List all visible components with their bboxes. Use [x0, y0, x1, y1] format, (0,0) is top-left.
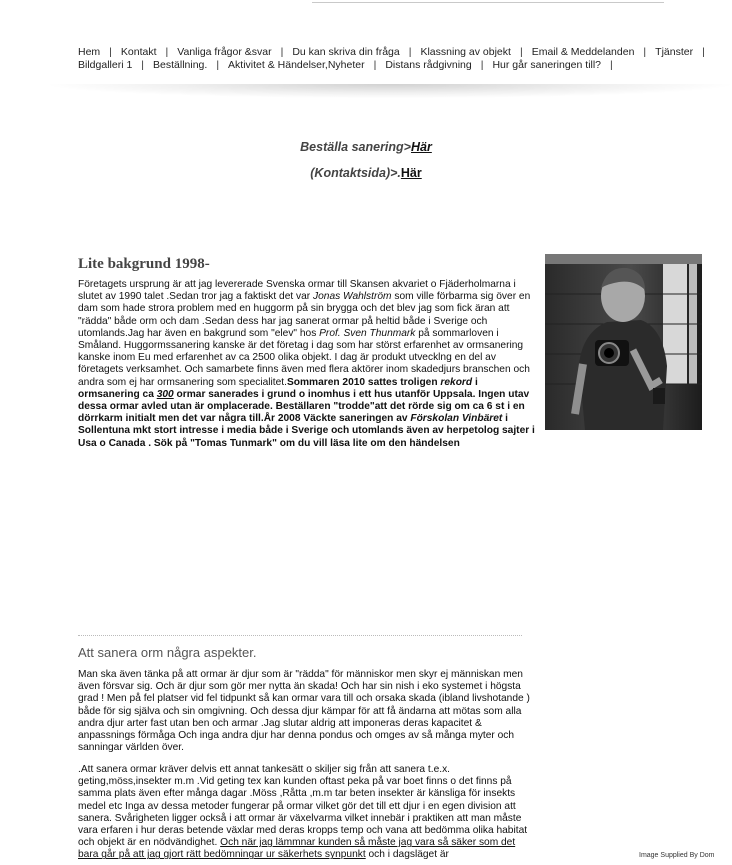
person-name: Prof. Sven Thunmark	[319, 327, 416, 339]
background-title: Lite bakgrund 1998-	[78, 256, 210, 272]
main-navigation	[78, 46, 728, 72]
contact-text: (Kontaktsida)>.	[310, 166, 401, 180]
contact-here-link[interactable]: Här	[400, 166, 422, 180]
top-divider-line	[312, 0, 664, 3]
nav-link-kontakt[interactable]: Kontakt	[120, 46, 157, 58]
nav-separator: |	[480, 59, 484, 71]
nav-link-news[interactable]: Aktivitet & Händelser,Nyheter	[228, 59, 365, 71]
section-divider	[78, 635, 522, 636]
nav-link-ask-question[interactable]: Du kan skriva din fråga	[292, 46, 400, 58]
nav-link-how-it-works[interactable]: Hur går saneringen till?	[492, 59, 602, 71]
nav-separator: |	[109, 46, 112, 58]
nav-link-gallery[interactable]: Bildgalleri 1	[78, 59, 133, 71]
nav-row-2	[78, 59, 728, 72]
order-text: Beställa sanering>	[300, 140, 411, 154]
person-name: Jonas Wahlström	[313, 291, 392, 303]
nav-link-remote-advice[interactable]: Distans rådgivning	[385, 59, 472, 71]
record-count: 300	[156, 388, 174, 400]
nav-row-1	[78, 46, 728, 59]
nav-separator: |	[141, 59, 145, 71]
nav-separator: |	[165, 46, 169, 58]
nav-separator: |	[643, 46, 647, 58]
nav-separator: |	[408, 46, 412, 58]
photographer-photo	[545, 254, 702, 430]
nav-separator: |	[373, 59, 377, 71]
aspects-paragraph-1: Man ska även tänka på att ormar är djur som är "rädda" för människor men skyr ej människan men även försvar sig. Och är djur som gör mer nytta än skada! Och har sin nish i eko systemet i högsta grad ! Men på fel platser vid fel tidpunkt så kan ormar vara till och orsaka skada (ibland livshotande ) både för sig själva och sin omgivning. Och dessa djur kämpar för att få ändarna att mötas som alla andra djur arter fast utan ben och armar .Jag slutar aldrig att imponeras deras kapacitet & anpassnings förmåga Och inga andra djur har denna pondus och omges av så många myter och sanningar världen över.	[78, 669, 530, 754]
nav-separator: |	[702, 46, 705, 58]
background-text: Företagets ursprung är att jag levererade Svenska ormar till Skansen akvariet o Fjäderholmarna i slutet av 1990 talet .Sedan tror jag a faktiskt det var Jonas Wahlström som ville förbarma sig över en dam som hade strora problem med en huggorm på sin brygga och det blev jag som fick äran att "rädda" både orm och dam .Sedan dess har jag sanerat ormar på heltid både i Sverige och utomlands.Jag har även en bakgrund som "elev" hos Prof. Sven Thunmark på sommarloven i Småland. Huggormssanering kanske är det företag i dag som har störst erfarenhet av ormsanering kanske inom Eu med erfarenhet av ca 2500 olika objekt. I dag är produkt utvecklng en del av företagets verksamhet. Och samarbete finns även med flera aktörer inom skadedjurs branschen och andra som ej har ormsanering som specialitet.Sommaren 2010 sattes troligen rekord i ormsanering ca 300 ormar sanerades i grund o inomhus i ett hus utanför Uppsala. Ingen utav dessa ormar avled utan är omplacerade. Beställaren "trodde"att det rörde sig om ca 6 st i en dörrkarm initialt men det var några till.År 2008 Väckte saneringen av Förskolan Vinbäret i Sollentuna mkt stort intresse i media både i Sverige och utomlands även av herpetolog sajter i Usa o Canada . Sök på "Tomas Tunmark" om du vill läsa lite om den händelsen	[78, 279, 535, 449]
order-line	[0, 140, 732, 154]
underlined-statement: Och när jag lämmnar kunden så måste jag vara så säker som det bara går på att jag gjort rätt bedömningar ur säkerhets synpunkt	[78, 837, 516, 861]
order-here-link[interactable]: Här	[410, 140, 432, 154]
nav-separator: |	[519, 46, 523, 58]
nav-link-services[interactable]: Tjänster	[655, 46, 694, 58]
nav-link-order[interactable]: Beställning.	[153, 59, 208, 71]
nav-link-faq[interactable]: Vanliga frågor &svar	[177, 46, 272, 58]
nav-shadow	[50, 84, 730, 98]
aspects-paragraph-2: .Att sanera ormar kräver delvis ett annat tankesätt o skiljer sig från att sanera t.e.x. geting,möss,insekter m.m .Vid geting tex kan kunden oftast peka på var boet finns o det finns på samma plats även efter många dagar .Möss ,Råtta ,m.m tar beten insekter är känsliga för insekts medel etc Inga av dessa metoder fungerar på ormar vilket gör det till ett djur i en egen division att sanera. Svårigheten ligger också i att ormar är växelvarma vilket innebär i praktiken att man måste vara erfaren i hur deras betende växlar med deras kropps temp och vana att bedömma olika habitat och objekt är en nödvändighet. Och när jag lämmnar kunden så måste jag vara så säker som det bara går på att jag gjort rätt bedömningar ur säkerhets synpunkt och i dagsläget är	[78, 764, 528, 861]
contact-line	[0, 166, 732, 180]
aspects-title: Att sanera orm några aspekter.	[78, 645, 257, 660]
image-credit: Image Supplied By Dom	[639, 852, 715, 859]
nav-link-email[interactable]: Email & Meddelanden	[531, 46, 635, 58]
nav-separator: |	[610, 59, 613, 71]
nav-separator: |	[216, 59, 220, 71]
nav-link-classification[interactable]: Klassning av objekt	[420, 46, 511, 58]
nav-separator: |	[280, 46, 284, 58]
preschool-name: Förskolan Vinbäret	[410, 413, 503, 425]
nav-link-hem[interactable]: Hem	[78, 46, 101, 58]
